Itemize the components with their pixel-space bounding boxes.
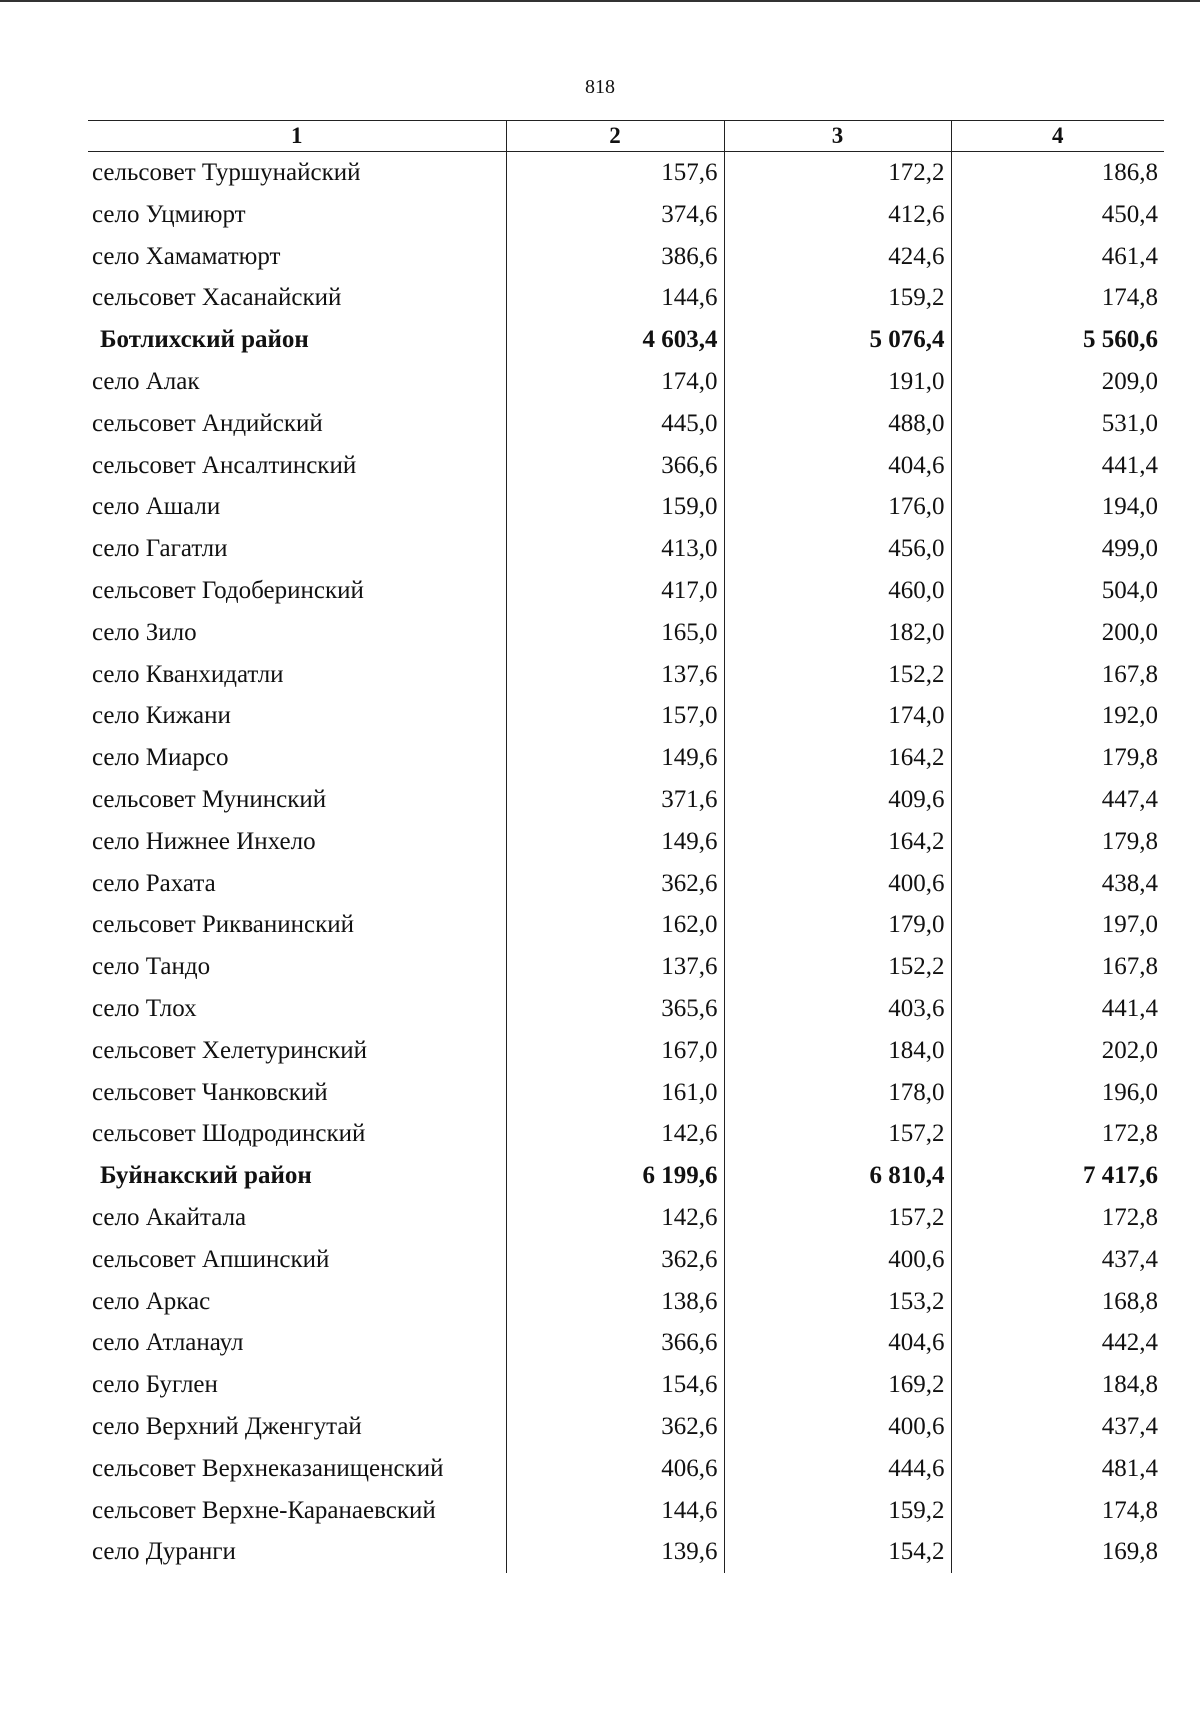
data-table-container <box>88 120 1164 1573</box>
settlement-name-cell: сельсовет Апшинский <box>92 1245 330 1273</box>
value-col3-cell: 182,0 <box>724 612 951 654</box>
value-col3-cell: 400,6 <box>724 1406 951 1448</box>
value-col4-cell: 192,0 <box>951 695 1164 737</box>
value-col2-cell: 149,6 <box>506 821 724 863</box>
table-row <box>88 988 1164 1030</box>
value-col3-cell: 176,0 <box>724 486 951 528</box>
value-col2-cell: 366,6 <box>506 1322 724 1364</box>
value-col2-cell: 159,0 <box>506 486 724 528</box>
settlement-name-cell: сельсовет Ансалтинский <box>92 451 357 479</box>
value-col4-cell: 481,4 <box>951 1448 1164 1490</box>
value-col3-cell: 174,0 <box>724 695 951 737</box>
value-col4-cell: 172,8 <box>951 1113 1164 1155</box>
table-row <box>88 236 1164 278</box>
value-col3-cell: 164,2 <box>724 821 951 863</box>
settlement-name-cell: сельсовет Мунинский <box>92 785 327 813</box>
value-col2-cell: 362,6 <box>506 1406 724 1448</box>
value-col3-cell: 179,0 <box>724 904 951 946</box>
value-col3-cell: 409,6 <box>724 779 951 821</box>
value-col3-cell: 154,2 <box>724 1531 951 1573</box>
settlement-name-cell: Ботлихский район <box>100 326 309 354</box>
settlement-name-cell: село Зило <box>92 618 197 646</box>
value-col3-cell: 6 810,4 <box>724 1155 951 1197</box>
value-col4-cell: 194,0 <box>951 486 1164 528</box>
table-row <box>88 654 1164 696</box>
column-header-1: 1 <box>88 121 506 152</box>
value-col4-cell: 169,8 <box>951 1531 1164 1573</box>
settlement-name-cell: село Кижани <box>92 702 231 730</box>
value-col2-cell: 142,6 <box>506 1197 724 1239</box>
value-col4-cell: 197,0 <box>951 904 1164 946</box>
settlement-name-cell: село Кванхидатли <box>92 660 284 688</box>
value-col4-cell: 504,0 <box>951 570 1164 612</box>
value-col2-cell: 139,6 <box>506 1531 724 1573</box>
value-col2-cell: 165,0 <box>506 612 724 654</box>
settlement-name-cell: село Атланаул <box>92 1329 244 1357</box>
value-col2-cell: 6 199,6 <box>506 1155 724 1197</box>
settlement-name-cell: село Алак <box>92 367 200 395</box>
value-col4-cell: 184,8 <box>951 1364 1164 1406</box>
table-row <box>88 277 1164 319</box>
table-row <box>88 1364 1164 1406</box>
value-col3-cell: 444,6 <box>724 1448 951 1490</box>
table-row <box>88 904 1164 946</box>
value-col2-cell: 365,6 <box>506 988 724 1030</box>
value-col4-cell: 441,4 <box>951 988 1164 1030</box>
value-col3-cell: 152,2 <box>724 654 951 696</box>
column-header-4: 4 <box>951 121 1164 152</box>
value-col3-cell: 169,2 <box>724 1364 951 1406</box>
value-col2-cell: 149,6 <box>506 737 724 779</box>
value-col3-cell: 157,2 <box>724 1197 951 1239</box>
table-row <box>88 528 1164 570</box>
value-col3-cell: 404,6 <box>724 445 951 487</box>
value-col4-cell: 172,8 <box>951 1197 1164 1239</box>
value-col3-cell: 403,6 <box>724 988 951 1030</box>
settlement-name-cell: село Нижнее Инхело <box>92 827 316 855</box>
table-header-row <box>88 121 1164 152</box>
settlement-name-cell: Буйнакский район <box>100 1162 312 1190</box>
table-row <box>88 152 1164 194</box>
settlement-name-cell: село Аркас <box>92 1287 211 1315</box>
value-col4-cell: 168,8 <box>951 1281 1164 1323</box>
value-col3-cell: 456,0 <box>724 528 951 570</box>
settlement-name-cell: село Буглен <box>92 1371 218 1399</box>
settlement-name-cell: село Рахата <box>92 869 216 897</box>
value-col4-cell: 179,8 <box>951 821 1164 863</box>
value-col4-cell: 447,4 <box>951 779 1164 821</box>
value-col4-cell: 200,0 <box>951 612 1164 654</box>
settlement-name-cell: село Акайтала <box>92 1203 247 1231</box>
table-row <box>88 737 1164 779</box>
value-col4-cell: 441,4 <box>951 445 1164 487</box>
value-col2-cell: 162,0 <box>506 904 724 946</box>
value-col2-cell: 362,6 <box>506 863 724 905</box>
value-col2-cell: 157,6 <box>506 152 724 194</box>
value-col4-cell: 438,4 <box>951 863 1164 905</box>
page-number: 818 <box>585 76 615 98</box>
value-col3-cell: 424,6 <box>724 236 951 278</box>
settlement-name-cell: сельсовет Верхнеказанищенский <box>92 1454 444 1482</box>
table-row <box>88 1239 1164 1281</box>
column-header-2: 2 <box>506 121 724 152</box>
table-row <box>88 403 1164 445</box>
value-col3-cell: 159,2 <box>724 277 951 319</box>
table-row <box>88 1448 1164 1490</box>
district-row <box>88 319 1164 361</box>
settlement-name-cell: село Хамаматюрт <box>92 242 281 270</box>
value-col3-cell: 404,6 <box>724 1322 951 1364</box>
settlement-name-cell: сельсовет Шодродинский <box>92 1120 366 1148</box>
settlement-name-cell: сельсовет Верхне-Каранаевский <box>92 1496 436 1524</box>
value-col2-cell: 4 603,4 <box>506 319 724 361</box>
value-col2-cell: 157,0 <box>506 695 724 737</box>
value-col4-cell: 174,8 <box>951 277 1164 319</box>
value-col3-cell: 191,0 <box>724 361 951 403</box>
value-col2-cell: 138,6 <box>506 1281 724 1323</box>
value-col3-cell: 400,6 <box>724 863 951 905</box>
column-header-3: 3 <box>724 121 951 152</box>
value-col4-cell: 442,4 <box>951 1322 1164 1364</box>
settlement-name-cell: сельсовет Годоберинский <box>92 576 364 604</box>
value-col2-cell: 417,0 <box>506 570 724 612</box>
settlement-name-cell: село Уцмиюрт <box>92 200 246 228</box>
table-row <box>88 863 1164 905</box>
value-col4-cell: 437,4 <box>951 1239 1164 1281</box>
settlement-name-cell: село Верхний Дженгутай <box>92 1412 362 1440</box>
value-col4-cell: 461,4 <box>951 236 1164 278</box>
value-col4-cell: 202,0 <box>951 1030 1164 1072</box>
value-col2-cell: 144,6 <box>506 277 724 319</box>
table-body <box>88 152 1164 1574</box>
settlement-name-cell: сельсовет Рикванинский <box>92 911 355 939</box>
table-row <box>88 1406 1164 1448</box>
table-row <box>88 1490 1164 1532</box>
settlement-name-cell: село Тандо <box>92 953 211 981</box>
value-col2-cell: 374,6 <box>506 194 724 236</box>
value-col3-cell: 5 076,4 <box>724 319 951 361</box>
value-col2-cell: 445,0 <box>506 403 724 445</box>
settlement-name-cell: сельсовет Хелетуринский <box>92 1036 367 1064</box>
value-col3-cell: 178,0 <box>724 1072 951 1114</box>
table-row <box>88 1030 1164 1072</box>
value-col2-cell: 167,0 <box>506 1030 724 1072</box>
district-row <box>88 1155 1164 1197</box>
value-col3-cell: 159,2 <box>724 1490 951 1532</box>
settlement-name-cell: сельсовет Чанковский <box>92 1078 328 1106</box>
table-header <box>88 121 1164 152</box>
value-col2-cell: 137,6 <box>506 654 724 696</box>
value-col2-cell: 137,6 <box>506 946 724 988</box>
settlement-name-cell: село Дуранги <box>92 1538 236 1566</box>
table-row <box>88 1072 1164 1114</box>
value-col3-cell: 400,6 <box>724 1239 951 1281</box>
table-row <box>88 946 1164 988</box>
table-row <box>88 1322 1164 1364</box>
table-row <box>88 486 1164 528</box>
value-col2-cell: 406,6 <box>506 1448 724 1490</box>
value-col4-cell: 437,4 <box>951 1406 1164 1448</box>
value-col2-cell: 413,0 <box>506 528 724 570</box>
value-col2-cell: 161,0 <box>506 1072 724 1114</box>
value-col2-cell: 386,6 <box>506 236 724 278</box>
value-col2-cell: 174,0 <box>506 361 724 403</box>
value-col4-cell: 531,0 <box>951 403 1164 445</box>
value-col3-cell: 164,2 <box>724 737 951 779</box>
table-row <box>88 194 1164 236</box>
table-row <box>88 821 1164 863</box>
value-col4-cell: 167,8 <box>951 946 1164 988</box>
value-col2-cell: 362,6 <box>506 1239 724 1281</box>
settlement-name-cell: сельсовет Туршунайский <box>92 159 361 186</box>
value-col3-cell: 184,0 <box>724 1030 951 1072</box>
value-col4-cell: 186,8 <box>951 152 1164 194</box>
value-col2-cell: 371,6 <box>506 779 724 821</box>
value-col4-cell: 167,8 <box>951 654 1164 696</box>
table-row <box>88 779 1164 821</box>
value-col4-cell: 5 560,6 <box>951 319 1164 361</box>
value-col3-cell: 172,2 <box>724 152 951 194</box>
value-col2-cell: 366,6 <box>506 445 724 487</box>
value-col4-cell: 450,4 <box>951 194 1164 236</box>
value-col4-cell: 499,0 <box>951 528 1164 570</box>
value-col2-cell: 144,6 <box>506 1490 724 1532</box>
value-col3-cell: 488,0 <box>724 403 951 445</box>
table-row <box>88 1113 1164 1155</box>
table-row <box>88 612 1164 654</box>
settlement-name-cell: сельсовет Андийский <box>92 409 323 437</box>
value-col3-cell: 157,2 <box>724 1113 951 1155</box>
table-row <box>88 570 1164 612</box>
data-table <box>88 120 1164 1573</box>
settlement-name-cell: сельсовет Хасанайский <box>92 284 342 312</box>
value-col4-cell: 7 417,6 <box>951 1155 1164 1197</box>
page-top-edge <box>0 0 1200 2</box>
settlement-name-cell: село Ашали <box>92 493 221 521</box>
value-col3-cell: 153,2 <box>724 1281 951 1323</box>
settlement-name-cell: село Гагатли <box>92 535 228 563</box>
table-row <box>88 695 1164 737</box>
table-row <box>88 1531 1164 1573</box>
settlement-name-cell: село Тлох <box>92 994 197 1022</box>
value-col2-cell: 154,6 <box>506 1364 724 1406</box>
value-col4-cell: 174,8 <box>951 1490 1164 1532</box>
value-col2-cell: 142,6 <box>506 1113 724 1155</box>
value-col4-cell: 196,0 <box>951 1072 1164 1114</box>
settlement-name-cell: село Миарсо <box>92 744 229 772</box>
value-col4-cell: 179,8 <box>951 737 1164 779</box>
table-row <box>88 1281 1164 1323</box>
value-col3-cell: 152,2 <box>724 946 951 988</box>
table-row <box>88 361 1164 403</box>
table-row <box>88 445 1164 487</box>
value-col3-cell: 412,6 <box>724 194 951 236</box>
value-col3-cell: 460,0 <box>724 570 951 612</box>
table-row <box>88 1197 1164 1239</box>
value-col4-cell: 209,0 <box>951 361 1164 403</box>
